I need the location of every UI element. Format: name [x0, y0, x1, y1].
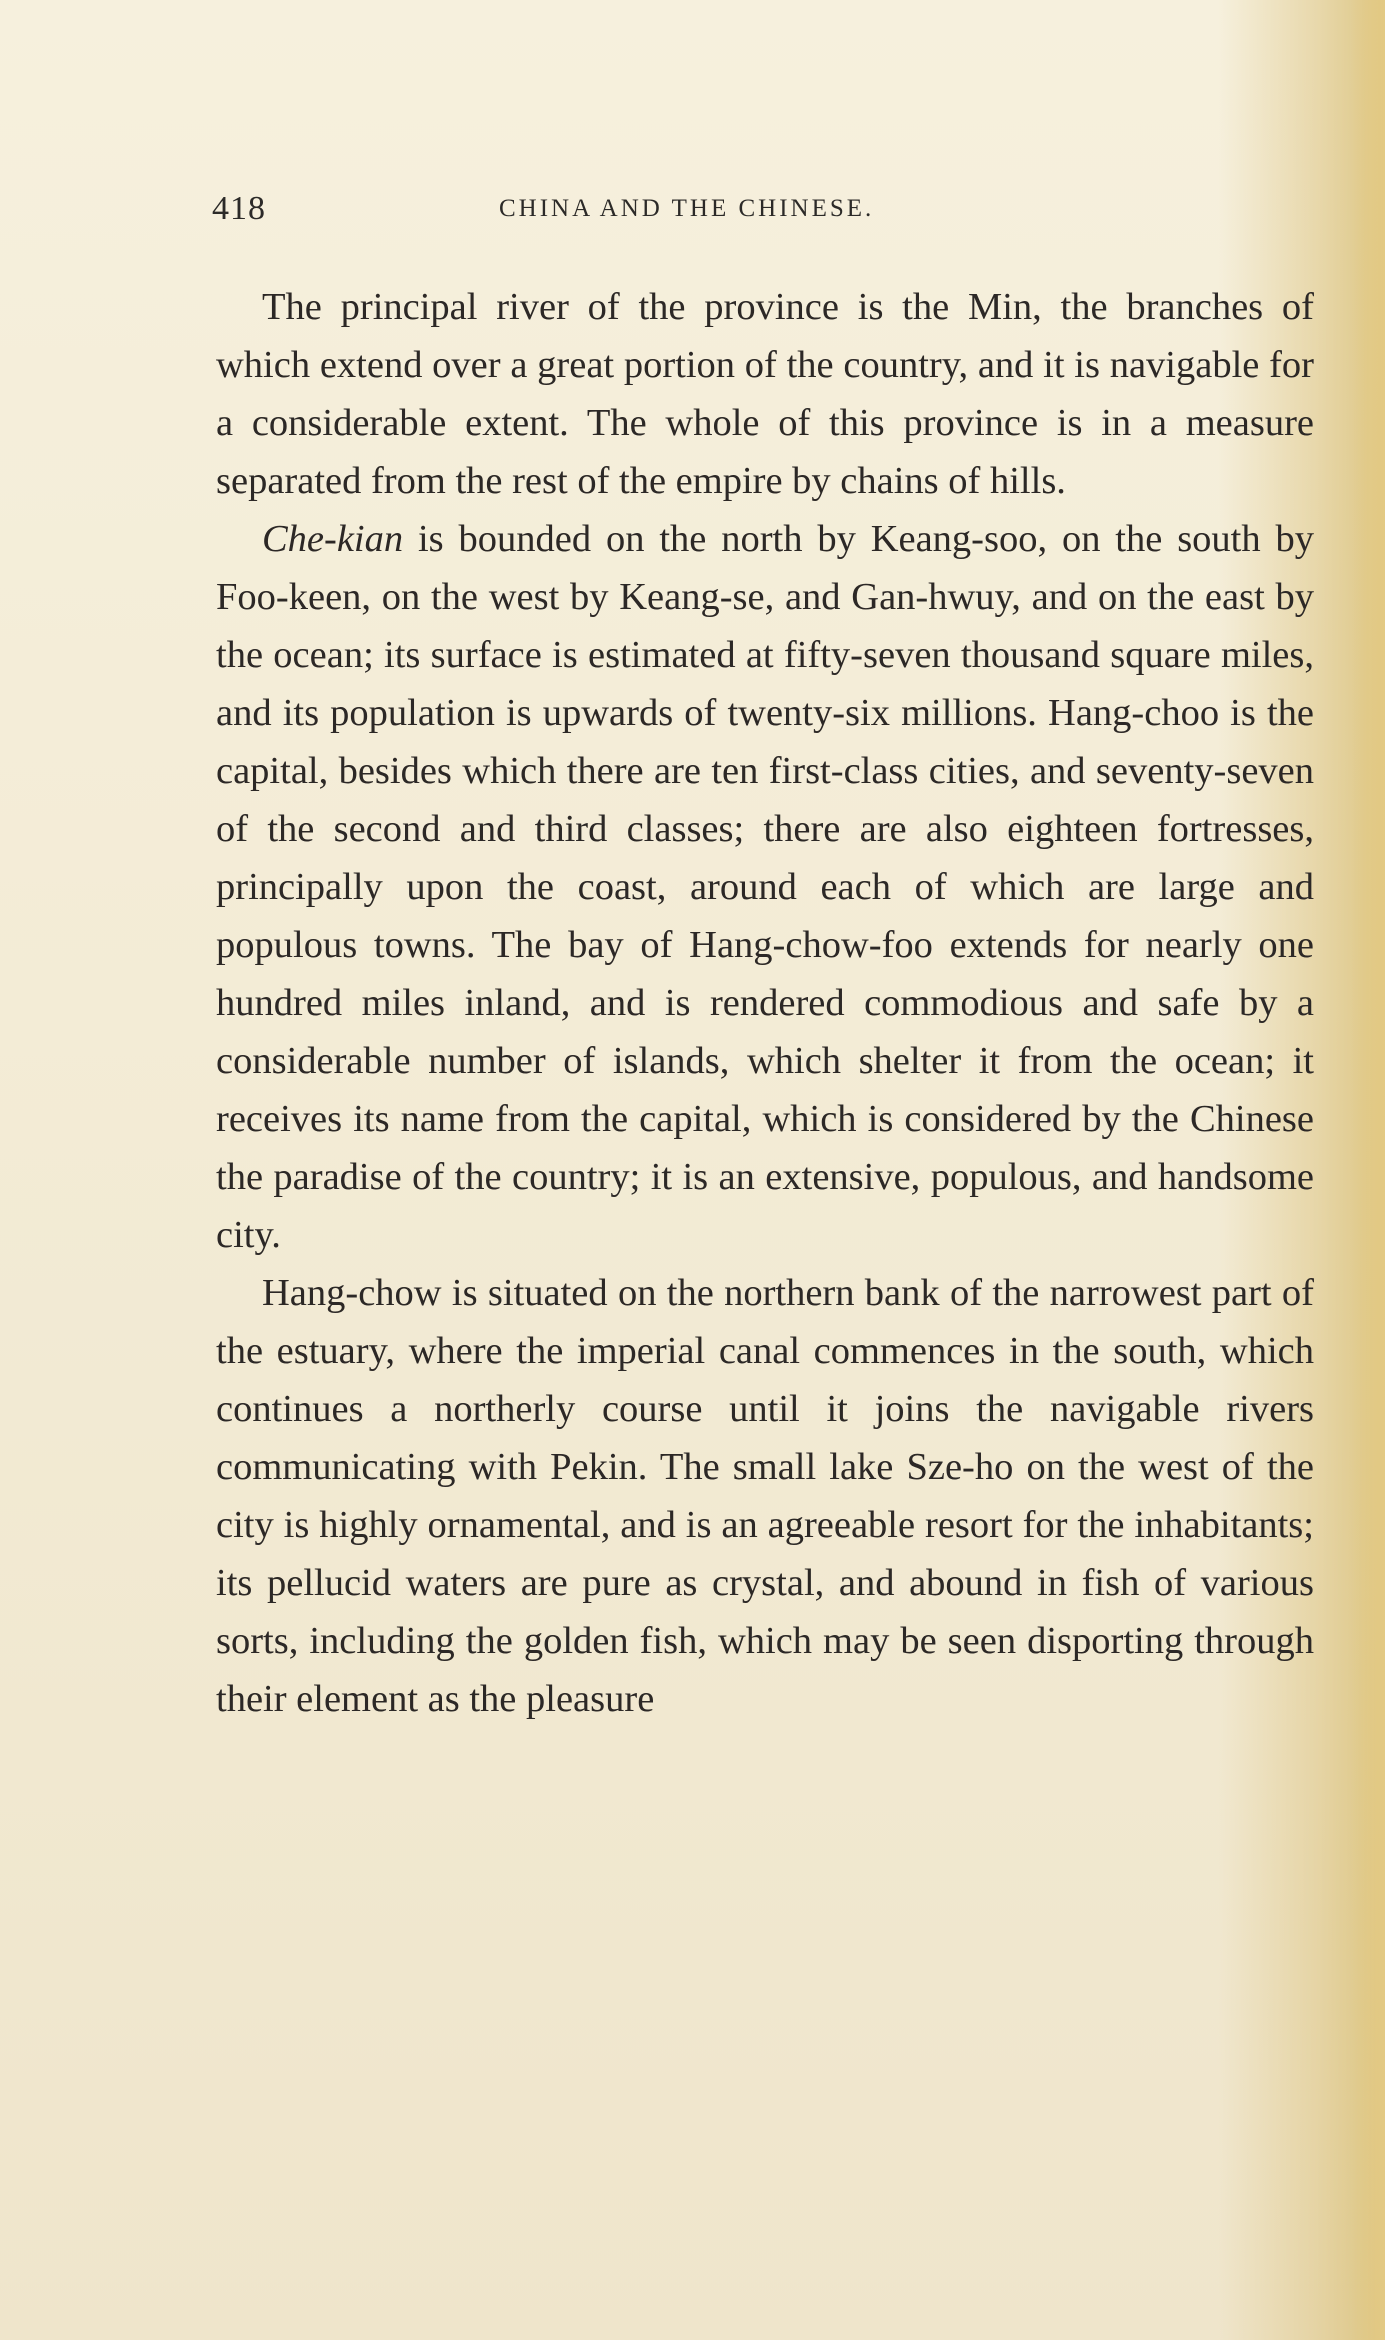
paragraph-3-text: Hang-chow is situated on the northern bank of the narrowest part of the estuary, where the imperial canal commences in the south, which continues a northerly course until it joins the navigable rivers communicating with Pekin. The small lake Sze-ho on the west of the city is highly ornamental, and is an agreeable resort for the inhabitants; its pellucid waters are pure as crystal, and abound in fish of various sorts, including the golden fish, which may be seen disporting through their element as the pleasure	[216, 1272, 1314, 1720]
paragraph-2	[216, 510, 1314, 1264]
page-edge-shadow	[1351, 0, 1385, 2340]
paragraph-3	[216, 1264, 1314, 1728]
paragraph-1-text: The principal river of the province is the Min, the branches of which extend over a great portion of the country, and it is navigable for a considerable extent. The whole of this province is in a measure separated from the rest of the empire by chains of hills.	[216, 286, 1314, 502]
page-header	[212, 190, 1292, 242]
body-text	[216, 278, 1314, 1728]
paragraph-1	[216, 278, 1314, 510]
running-head: CHINA AND THE CHINESE.	[499, 195, 875, 222]
page-number: 418	[212, 190, 266, 227]
paragraph-2-text: is bounded on the north by Keang-soo, on the south by Foo-keen, on the west by Keang-se, and Gan-hwuy, and on the east by the ocean; its surface is estimated at fifty-seven thousand square miles, and its population is upwards of twenty-six millions. Hang-choo is the capital, besides which there are ten first-class cities, and seventy-seven of the second and third classes; there are also eighteen fortresses, principally upon the coast, around each of which are large and populous towns. The bay of Hang-chow-foo extends for nearly one hundred miles inland, and is rendered commodious and safe by a considerable number of islands, which shelter it from the ocean; it receives its name from the capital, which is considered by the Chinese the paradise of the country; it is an extensive, populous, and handsome city.	[216, 518, 1314, 1256]
province-name: Che-kian	[262, 518, 404, 560]
